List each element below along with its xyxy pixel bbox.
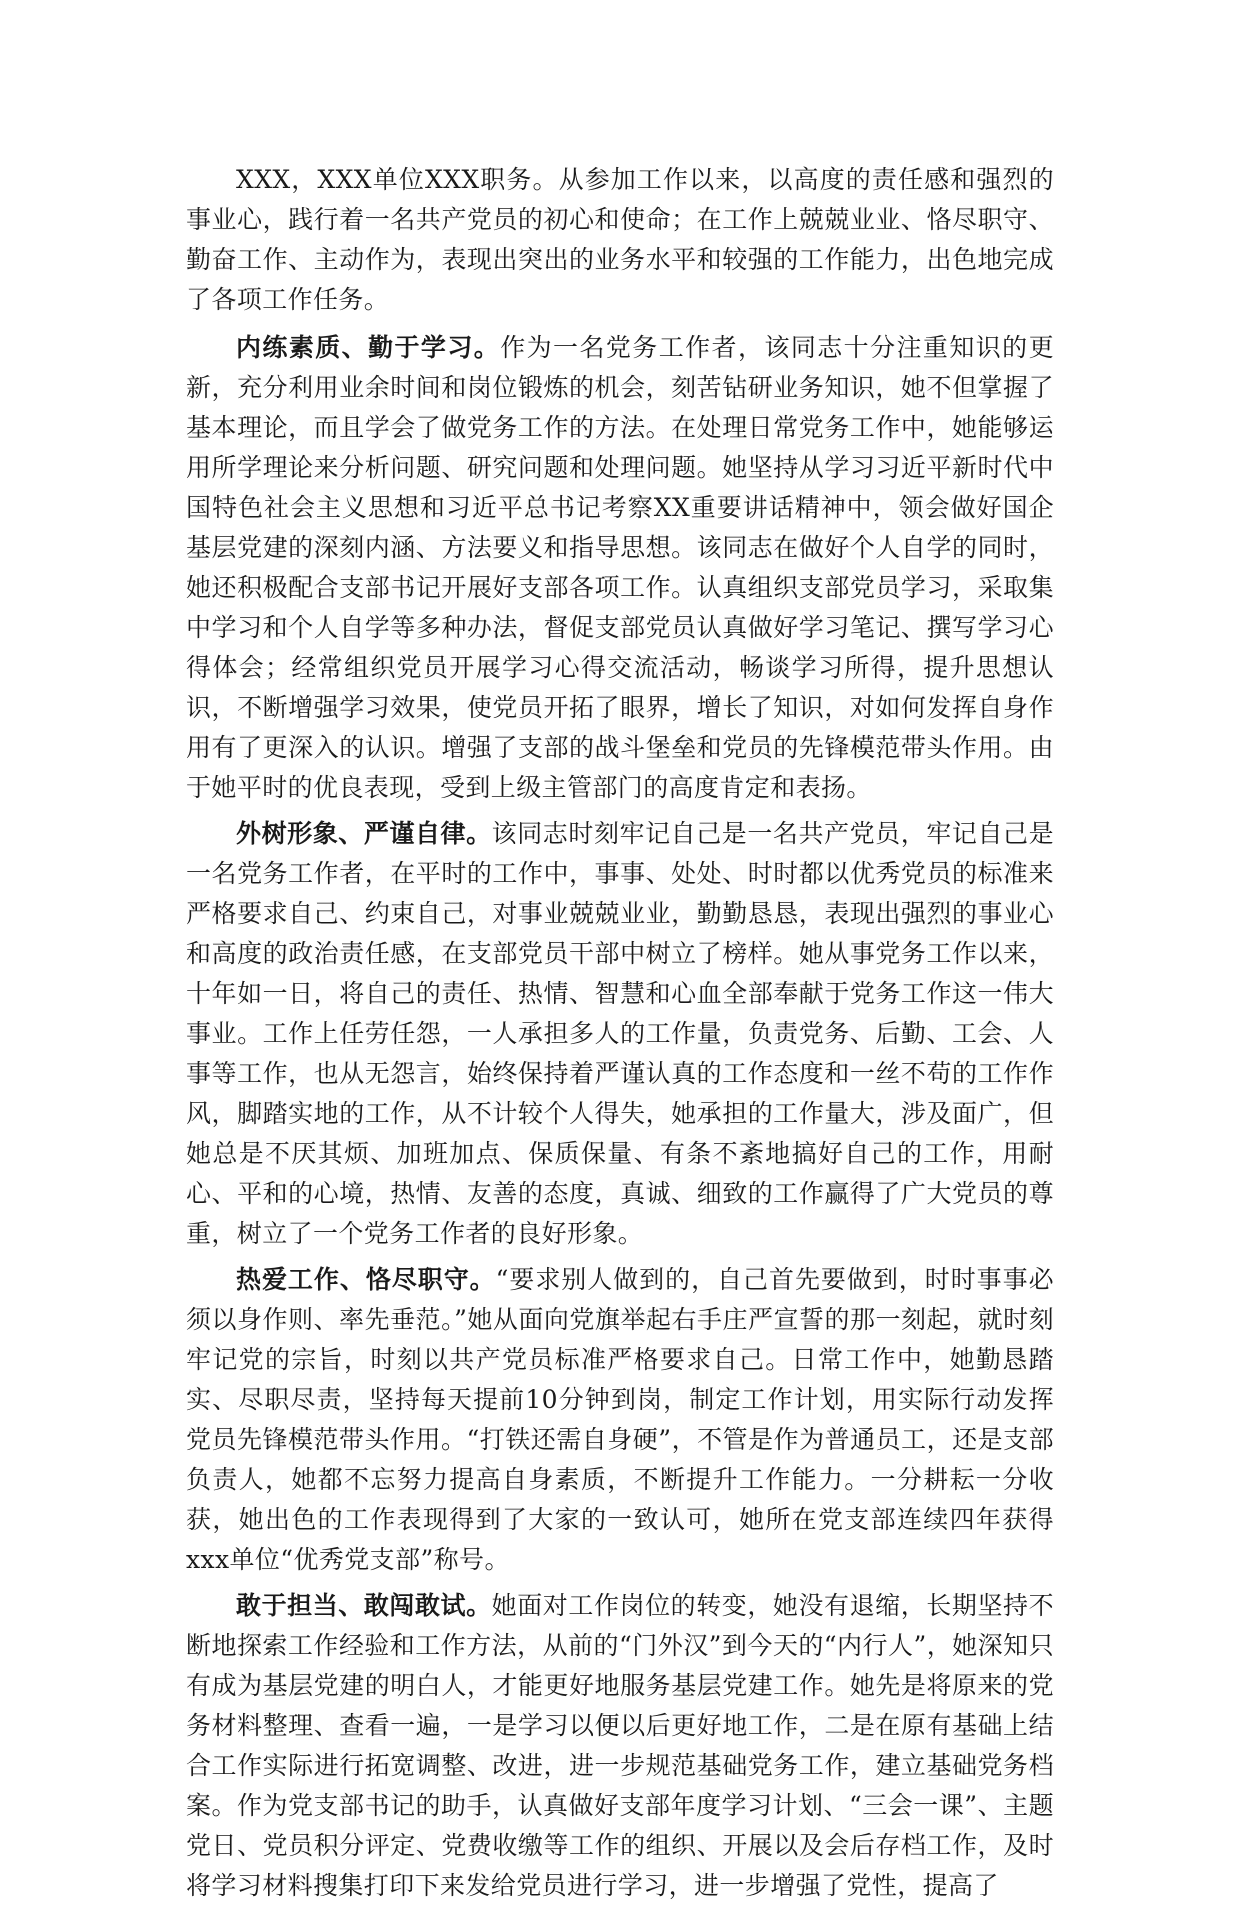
discipline-paragraph — [186, 814, 1054, 1254]
discipline-heading: 外树形象、严谨自律。 — [236, 819, 492, 848]
intro-paragraph — [186, 160, 1054, 320]
study-paragraph — [186, 328, 1054, 808]
intro-paragraph-text: XXX，XXX单位XXX职务。从参加工作以来，以高度的责任感和强烈的事业心，践行着一名共产党员的初心和使命；在工作上兢兢业业、恪尽职守、勤奋工作、主动作为，表现出突出的业务水平和较强的工作能力，出色地完成了各项工作任务。 — [186, 165, 1054, 314]
dedication-paragraph-text: “要求别人做到的，自己首先要做到，时时事事必须以身作则、率先垂范。”她从面向党旗举起右手庄严宣誓的那一刻起，就时刻牢记党的宗旨，时刻以共产党员标准严格要求自己。日常工作中，她勤恳踏实、尽职尽责，坚持每天提前10分钟到岗，制定工作计划，用实际行动发挥党员先锋模范带头作用。“打铁还需自身硬”，不管是作为普通员工，还是支部负责人，她都不忘努力提高自身素质，不断提升工作能力。一分耕耘一分收获，她出色的工作表现得到了大家的一致认可，她所在党支部连续四年获得xxx单位“优秀党支部”称号。 — [186, 1265, 1054, 1574]
discipline-paragraph-text: 该同志时刻牢记自己是一名共产党员，牢记自己是一名党务工作者，在平时的工作中，事事、处处、时时都以优秀党员的标准来严格要求自己、约束自己，对事业兢兢业业，勤勤恳恳，表现出强烈的事业心和高度的政治责任感，在支部党员干部中树立了榜样。她从事党务工作以来，十年如一日，将自己的责任、热情、智慧和心血全部奉献于党务工作这一伟大事业。工作上任劳任怨，一人承担多人的工作量，负责党务、后勤、工会、人事等工作，也从无怨言，始终保持着严谨认真的工作态度和一丝不苟的工作作风，脚踏实地的工作，从不计较个人得失，她承担的工作量大，涉及面广，但她总是不厌其烦、加班加点、保质保量、有条不紊地搞好自己的工作，用耐心、平和的心境，热情、友善的态度，真诚、细致的工作赢得了广大党员的尊重，树立了一个党务工作者的良好形象。 — [186, 819, 1054, 1248]
responsibility-paragraph — [186, 1586, 1054, 1906]
study-heading: 内练素质、勤于学习。 — [236, 333, 501, 362]
dedication-heading: 热爱工作、恪尽职守。 — [236, 1265, 496, 1294]
responsibility-paragraph-text: 她面对工作岗位的转变，她没有退缩，长期坚持不断地探索工作经验和工作方法，从前的“门外汉”到今天的“内行人”，她深知只有成为基层党建的明白人，才能更好地服务基层党建工作。她先是将原来的党务材料整理、查看一遍，一是学习以便以后更好地工作，二是在原有基础上结合工作实际进行拓宽调整、改进，进一步规范基础党务工作，建立基础党务档案。作为党支部书记的助手，认真做好支部年度学习计划、“三会一课”、主题党日、党员积分评定、党费收缴等工作的组织、开展以及会后存档工作，及时将学习材料搜集打印下来发给党员进行学习，进一步增强了党性，提高了 — [186, 1591, 1054, 1900]
responsibility-heading: 敢于担当、敢闯敢试。 — [236, 1591, 492, 1620]
dedication-paragraph — [186, 1260, 1054, 1580]
study-paragraph-text: 作为一名党务工作者，该同志十分注重知识的更新，充分利用业余时间和岗位锻炼的机会，刻苦钻研业务知识，她不但掌握了基本理论，而且学会了做党务工作的方法。在处理日常党务工作中，她能够运用所学理论来分析问题、研究问题和处理问题。她坚持从学习习近平新时代中国特色社会主义思想和习近平总书记考察XX重要讲话精神中，领会做好国企基层党建的深刻内涵、方法要义和指导思想。该同志在做好个人自学的同时，她还积极配合支部书记开展好支部各项工作。认真组织支部党员学习，采取集中学习和个人自学等多种办法，督促支部党员认真做好学习笔记、撰写学习心得体会；经常组织党员开展学习心得交流活动，畅谈学习所得，提升思想认识，不断增强学习效果，使党员开拓了眼界，增长了知识，对如何发挥自身作用有了更深入的认识。增强了支部的战斗堡垒和党员的先锋模范带头作用。由于她平时的优良表现，受到上级主管部门的高度肯定和表扬。 — [186, 333, 1054, 802]
document-page — [186, 160, 1054, 1912]
